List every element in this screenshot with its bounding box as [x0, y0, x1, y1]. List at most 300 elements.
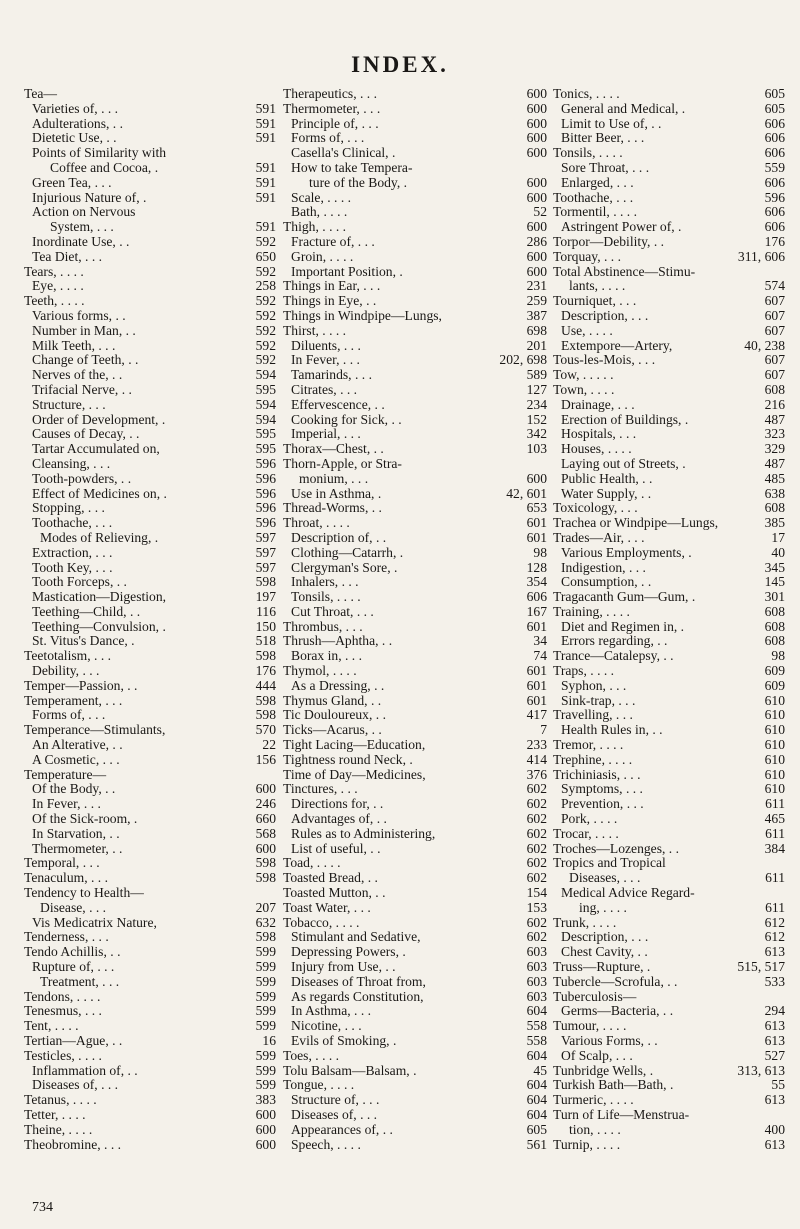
entry-page-ref: 605: [764, 101, 785, 116]
entry-heading: Milk Teeth, . . .: [32, 338, 116, 353]
entry-heading: Stimulant and Sedative,: [291, 930, 421, 945]
entry-page-ref: 16: [262, 1034, 276, 1048]
index-entry: [283, 265, 547, 280]
entry-page-ref: 417: [526, 708, 547, 723]
entry-page-ref: 313, 613: [737, 1063, 785, 1078]
entry-page-ref: 612: [764, 915, 785, 930]
index-entry: [283, 546, 547, 561]
index-entry: [24, 1034, 276, 1049]
index-entry: [283, 575, 547, 590]
index-entry: [283, 1138, 547, 1153]
index-entry: [553, 590, 785, 605]
entry-heading: Pork, . . . .: [561, 812, 618, 827]
entry-page-ref: 592: [255, 294, 276, 309]
entry-heading: Thorn-Apple, or Stra-: [283, 456, 402, 471]
entry-page-ref: 329: [764, 442, 785, 457]
entry-heading: Trance—Catalepsy, . .: [553, 649, 674, 664]
entry-page-ref: 600: [526, 190, 547, 205]
entry-heading: Tight Lacing—Education,: [283, 738, 426, 753]
index-entry: [24, 664, 276, 679]
entry-heading: Thrombus, . . .: [283, 619, 363, 634]
index-entry: [283, 146, 547, 161]
entry-page-ref: 600: [255, 1137, 276, 1152]
entry-page-ref: 604: [526, 1048, 547, 1063]
entry-heading: Ticks—Acarus, . .: [283, 723, 382, 738]
index-entry: [24, 842, 276, 857]
index-entry: [24, 782, 276, 797]
entry-heading: Tartar Accumulated on,: [32, 442, 160, 457]
index-entry: [553, 176, 785, 191]
entry-page-ref: 601: [526, 678, 547, 693]
entry-heading: Laying out of Streets, .: [561, 456, 686, 471]
entry-heading: Time of Day—Medicines,: [283, 767, 426, 782]
index-entry: [283, 1123, 547, 1138]
entry-page-ref: 606: [764, 175, 785, 190]
index-entry: [283, 856, 547, 871]
entry-heading: Advantages of, . .: [291, 812, 387, 827]
entry-page-ref: 605: [526, 1122, 547, 1137]
entry-page-ref: 595: [255, 442, 276, 457]
index-entry: [24, 294, 276, 309]
entry-heading: An Alterative, . .: [32, 738, 123, 753]
entry-heading: Treatment, . . .: [40, 974, 120, 989]
index-entry: [24, 250, 276, 265]
entry-heading: Therapeutics, . . .: [283, 87, 377, 101]
index-entry: [24, 516, 276, 531]
entry-page-ref: 609: [764, 664, 785, 679]
entry-page-ref: 594: [255, 368, 276, 383]
entry-heading: Torquay, . . .: [553, 249, 622, 264]
index-entry: [283, 605, 547, 620]
entry-page-ref: 603: [526, 945, 547, 960]
index-entry: [553, 279, 785, 294]
index-entry: [553, 102, 785, 117]
index-entry: [283, 294, 547, 309]
entry-page-ref: 605: [764, 87, 785, 101]
entry-page-ref: 45: [533, 1063, 547, 1078]
entry-page-ref: 258: [255, 279, 276, 294]
index-entry: [283, 590, 547, 605]
entry-page-ref: 596: [255, 456, 276, 471]
entry-heading: Important Position, .: [291, 264, 403, 279]
entry-heading: Prevention, . . .: [561, 797, 644, 812]
entry-heading: Training, . . . .: [553, 604, 630, 619]
entry-page-ref: 610: [764, 708, 785, 723]
entry-page-ref: 591: [255, 175, 276, 190]
entry-page-ref: 596: [764, 190, 785, 205]
entry-heading: Tightness round Neck, .: [283, 752, 413, 767]
entry-page-ref: 597: [255, 560, 276, 575]
entry-heading: Diseases, . . .: [569, 871, 641, 886]
entry-page-ref: 607: [764, 294, 785, 309]
index-entry: [553, 575, 785, 590]
entry-heading: Evils of Smoking, .: [291, 1034, 397, 1048]
entry-heading: Green Tea, . . .: [32, 175, 112, 190]
entry-page-ref: 311, 606: [737, 249, 785, 264]
index-entry: [553, 487, 785, 502]
index-entry: [553, 294, 785, 309]
index-entry: [553, 1138, 785, 1153]
entry-page-ref: 485: [764, 471, 785, 486]
entry-page-ref: 608: [764, 634, 785, 649]
index-entry: [24, 1078, 276, 1093]
entry-heading: Tenaculum, . . .: [24, 871, 108, 886]
entry-page-ref: 600: [526, 264, 547, 279]
index-entry: [283, 102, 547, 117]
entry-page-ref: 385: [764, 516, 785, 531]
entry-heading: Tetanus, . . . .: [24, 1093, 97, 1108]
index-entry: [553, 1034, 785, 1049]
entry-page-ref: 653: [526, 501, 547, 516]
entry-heading: Tonsils, . . . .: [553, 146, 623, 161]
index-entry: [24, 220, 276, 235]
index-entry: [24, 797, 276, 812]
entry-page-ref: 603: [526, 960, 547, 975]
entry-heading: Tous-les-Mois, . . .: [553, 353, 656, 368]
entry-heading: Diluents, . . .: [291, 338, 361, 353]
entry-heading: In Starvation, . .: [32, 826, 120, 841]
index-entry: [553, 797, 785, 812]
index-entry: [553, 1004, 785, 1019]
entry-page-ref: 650: [255, 249, 276, 264]
entry-page-ref: 601: [526, 664, 547, 679]
entry-page-ref: 167: [526, 604, 547, 619]
index-entry: [24, 753, 276, 768]
index-entry: [553, 605, 785, 620]
index-entry: [553, 117, 785, 132]
entry-heading: Tobacco, . . . .: [283, 915, 360, 930]
entry-page-ref: 384: [764, 841, 785, 856]
entry-heading: Sink-trap, . . .: [561, 693, 636, 708]
entry-heading: Tourniquet, . . .: [553, 294, 637, 309]
index-entry: [553, 960, 785, 975]
index-entry: [283, 812, 547, 827]
index-entry: [24, 590, 276, 605]
index-entry: [24, 1019, 276, 1034]
index-entry: [24, 235, 276, 250]
entry-page-ref: 234: [526, 397, 547, 412]
index-entry: [283, 561, 547, 576]
entry-heading: Temper—Passion, . .: [24, 678, 138, 693]
entry-heading: Bitter Beer, . . .: [561, 131, 645, 146]
entry-page-ref: 592: [255, 323, 276, 338]
index-entry: [24, 856, 276, 871]
entry-page-ref: 599: [255, 1063, 276, 1078]
entry-heading: Depressing Powers, .: [291, 945, 406, 960]
index-entry: [24, 353, 276, 368]
index-entry: [24, 634, 276, 649]
entry-page-ref: 592: [255, 234, 276, 249]
entry-page-ref: 612: [764, 930, 785, 945]
entry-page-ref: 98: [771, 649, 785, 664]
index-entry: [283, 723, 547, 738]
entry-page-ref: 599: [255, 989, 276, 1004]
entry-page-ref: 600: [526, 249, 547, 264]
index-entry: [24, 649, 276, 664]
index-entry: [24, 679, 276, 694]
index-entry: [24, 87, 276, 102]
index-entry: [24, 102, 276, 117]
entry-heading: Inhalers, . . .: [291, 575, 359, 590]
entry-page-ref: 610: [764, 752, 785, 767]
entry-page-ref: 600: [526, 175, 547, 190]
entry-heading: Action on Nervous: [32, 205, 136, 220]
index-entry: [553, 827, 785, 842]
entry-page-ref: 176: [764, 234, 785, 249]
entry-page-ref: 606: [764, 146, 785, 161]
entry-heading: Errors regarding, . .: [561, 634, 668, 649]
entry-heading: Tropics and Tropical: [553, 856, 666, 871]
entry-page-ref: 613: [764, 945, 785, 960]
entry-heading: As regards Constitution,: [291, 989, 424, 1004]
entry-page-ref: 156: [255, 752, 276, 767]
index-entry: [553, 664, 785, 679]
entry-page-ref: 202, 698: [499, 353, 547, 368]
entry-heading: Teetotalism, . . .: [24, 649, 112, 664]
entry-heading: Tormentil, . . . .: [553, 205, 637, 220]
entry-heading: Toxicology, . . .: [553, 501, 638, 516]
entry-heading: Teeth, . . . .: [24, 294, 85, 309]
entry-heading: How to take Tempera-: [291, 160, 413, 175]
index-entry: [283, 1034, 547, 1049]
entry-page-ref: 231: [526, 279, 547, 294]
entry-page-ref: 294: [764, 1004, 785, 1019]
entry-heading: Town, . . . .: [553, 382, 615, 397]
entry-page-ref: 610: [764, 782, 785, 797]
index-entry: [283, 827, 547, 842]
index-entry: [283, 501, 547, 516]
entry-page-ref: 632: [255, 915, 276, 930]
entry-heading: A Cosmetic, . . .: [32, 752, 120, 767]
index-entry: [553, 516, 785, 531]
entry-heading: Effervescence, . .: [291, 397, 385, 412]
entry-page-ref: 602: [526, 915, 547, 930]
entry-heading: Vis Medicatrix Nature,: [32, 915, 157, 930]
entry-page-ref: 608: [764, 619, 785, 634]
index-entry: [283, 191, 547, 206]
entry-page-ref: 197: [255, 590, 276, 605]
entry-heading: Tendons, . . . .: [24, 989, 101, 1004]
index-entry: [24, 131, 276, 146]
index-entry: [283, 205, 547, 220]
entry-page-ref: 40, 238: [744, 338, 785, 353]
index-entry: [283, 413, 547, 428]
index-entry: [24, 546, 276, 561]
index-entry: [553, 309, 785, 324]
entry-heading: Traps, . . . .: [553, 664, 615, 679]
entry-heading: Toasted Bread, . .: [283, 871, 378, 886]
page-number: 734: [32, 1200, 53, 1215]
index-entry: [283, 768, 547, 783]
entry-heading: Debility, . . .: [32, 664, 100, 679]
entry-page-ref: 55: [771, 1078, 785, 1093]
index-entry: [553, 1108, 785, 1123]
entry-heading: Tenderness, . . .: [24, 930, 109, 945]
entry-page-ref: 570: [255, 723, 276, 738]
entry-heading: Tic Douloureux, . .: [283, 708, 386, 723]
entry-heading: Things in Windpipe—Lungs,: [283, 308, 442, 323]
index-entry: [553, 1019, 785, 1034]
entry-page-ref: 600: [526, 131, 547, 146]
index-entry: [553, 782, 785, 797]
entry-heading: Description, . . .: [561, 308, 649, 323]
entry-heading: Tendency to Health—: [24, 886, 144, 901]
entry-page-ref: 611: [765, 900, 785, 915]
entry-page-ref: 592: [255, 338, 276, 353]
index-entry: [24, 1093, 276, 1108]
entry-heading: In Fever, . . .: [291, 353, 360, 368]
entry-page-ref: 40: [771, 545, 785, 560]
entry-page-ref: 598: [255, 575, 276, 590]
entry-heading: Fracture of, . . .: [291, 234, 375, 249]
entry-page-ref: 601: [526, 516, 547, 531]
index-entry: [24, 930, 276, 945]
entry-heading: Tertian—Ague, . .: [24, 1034, 123, 1048]
entry-heading: Toes, . . . .: [283, 1048, 340, 1063]
entry-heading: Limit to Use of, . .: [561, 116, 662, 131]
entry-heading: Diseases of, . . .: [32, 1078, 119, 1093]
index-entry: [553, 250, 785, 265]
entry-page-ref: 607: [764, 308, 785, 323]
entry-heading: Change of Teeth, . .: [32, 353, 139, 368]
entry-heading: Imperial, . . .: [291, 427, 361, 442]
index-entry: [283, 945, 547, 960]
index-entry: [283, 427, 547, 442]
entry-heading: Symptoms, . . .: [561, 782, 643, 797]
entry-page-ref: 600: [526, 146, 547, 161]
entry-page-ref: 574: [764, 279, 785, 294]
page-title: INDEX.: [351, 52, 449, 77]
index-entry: [553, 442, 785, 457]
entry-page-ref: 611: [765, 826, 785, 841]
entry-heading: Rules as to Administering,: [291, 826, 436, 841]
entry-page-ref: 592: [255, 308, 276, 323]
entry-heading: Tamarinds, . . .: [291, 368, 372, 383]
entry-page-ref: 602: [526, 841, 547, 856]
entry-heading: Principle of, . . .: [291, 116, 379, 131]
entry-page-ref: 207: [255, 900, 276, 915]
entry-page-ref: 591: [255, 160, 276, 175]
entry-heading: In Asthma, . . .: [291, 1004, 372, 1019]
index-entry: [24, 1049, 276, 1064]
entry-page-ref: 606: [526, 590, 547, 605]
index-entry: [24, 191, 276, 206]
entry-page-ref: 487: [764, 412, 785, 427]
entry-page-ref: 594: [255, 412, 276, 427]
index-entry: [24, 768, 276, 783]
index-entry: [553, 472, 785, 487]
entry-heading: Use, . . . .: [561, 323, 613, 338]
entry-page-ref: 599: [255, 960, 276, 975]
entry-page-ref: 345: [764, 560, 785, 575]
entry-page-ref: 591: [255, 101, 276, 116]
entry-heading: System, . . .: [50, 220, 114, 235]
index-entry: [553, 945, 785, 960]
entry-heading: Enlarged, . . .: [561, 175, 634, 190]
entry-page-ref: 387: [526, 308, 547, 323]
entry-page-ref: 602: [526, 930, 547, 945]
entry-heading: Health Rules in, . .: [561, 723, 663, 738]
entry-page-ref: 601: [526, 530, 547, 545]
entry-heading: Turkish Bath—Bath, .: [553, 1078, 674, 1093]
entry-heading: Temperature—: [24, 767, 107, 782]
entry-heading: Description of, . .: [291, 530, 387, 545]
index-entry: [283, 279, 547, 294]
index-entry: [283, 1019, 547, 1034]
entry-page-ref: 591: [255, 116, 276, 131]
index-entry: [283, 516, 547, 531]
entry-page-ref: 145: [764, 575, 785, 590]
entry-heading: Erection of Buildings, .: [561, 412, 689, 427]
entry-page-ref: 601: [526, 619, 547, 634]
index-entry: [283, 1078, 547, 1093]
entry-heading: Of Scalp, . . .: [561, 1048, 633, 1063]
entry-page-ref: 603: [526, 989, 547, 1004]
entry-page-ref: 216: [764, 397, 785, 412]
entry-heading: Tumour, . . . .: [553, 1019, 627, 1034]
index-entry: [553, 753, 785, 768]
entry-heading: Temperance—Stimulants,: [24, 723, 166, 738]
index-entry: [283, 383, 547, 398]
entry-heading: Borax in, . . .: [291, 649, 362, 664]
entry-page-ref: 7: [540, 723, 547, 738]
entry-heading: Tuberculosis—: [553, 989, 637, 1004]
entry-heading: Thermometer, . .: [32, 841, 123, 856]
entry-heading: ing, . . . .: [579, 900, 627, 915]
index-entry: [553, 413, 785, 428]
entry-heading: Cut Throat, . . .: [291, 604, 374, 619]
index-entry: [24, 738, 276, 753]
index-entry: [24, 324, 276, 339]
entry-page-ref: 600: [255, 782, 276, 797]
entry-heading: Tinctures, . . .: [283, 782, 358, 797]
index-entry: [283, 472, 547, 487]
entry-page-ref: 602: [526, 797, 547, 812]
entry-heading: Total Abstinence—Stimu-: [553, 264, 696, 279]
index-entry: [553, 1049, 785, 1064]
entry-heading: Scale, . . . .: [291, 190, 352, 205]
entry-page-ref: 600: [526, 471, 547, 486]
index-entry: [24, 117, 276, 132]
index-entry: [283, 1108, 547, 1123]
entry-page-ref: 515, 517: [737, 960, 785, 975]
entry-page-ref: 246: [255, 797, 276, 812]
index-entry: [24, 694, 276, 709]
index-entry: [24, 531, 276, 546]
entry-heading: Mastication—Digestion,: [32, 590, 167, 605]
index-entry: [24, 886, 276, 901]
entry-heading: Truss—Rupture, .: [553, 960, 651, 975]
index-entry: [283, 990, 547, 1005]
entry-heading: St. Vitus's Dance, .: [32, 634, 135, 649]
index-entry: [553, 368, 785, 383]
entry-heading: Tremor, . . . .: [553, 738, 624, 753]
entry-page-ref: 608: [764, 382, 785, 397]
entry-page-ref: 559: [764, 160, 785, 175]
entry-heading: Diseases of Throat from,: [291, 974, 426, 989]
index-entry: [553, 398, 785, 413]
entry-heading: Toothache, . . .: [32, 516, 113, 531]
entry-heading: Speech, . . . .: [291, 1137, 361, 1152]
index-entry: [553, 146, 785, 161]
index-entry: [553, 694, 785, 709]
entry-heading: Astringent Power of, .: [561, 220, 682, 235]
entry-page-ref: 414: [526, 752, 547, 767]
entry-page-ref: 558: [526, 1019, 547, 1034]
index-entry: [24, 398, 276, 413]
index-entry: [283, 220, 547, 235]
entry-page-ref: 591: [255, 220, 276, 235]
